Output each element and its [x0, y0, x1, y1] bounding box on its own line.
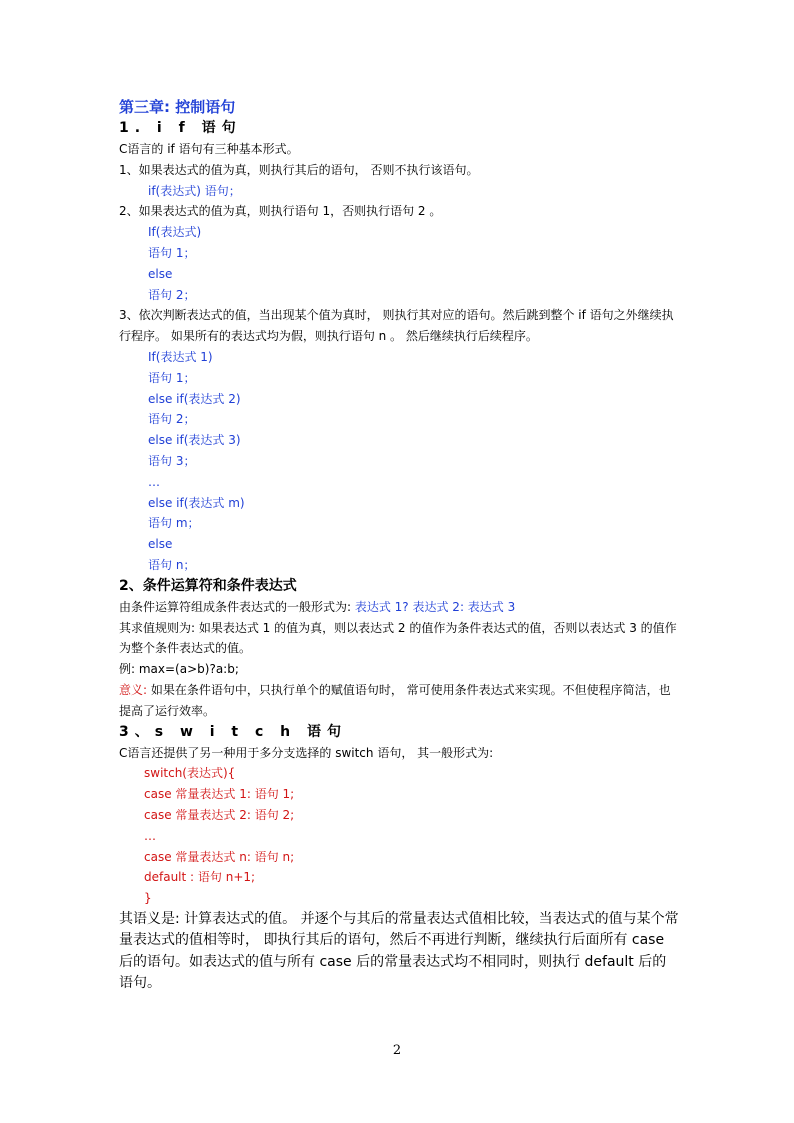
switch-code-line: case 常量表达式 1: 语句 1; [144, 787, 295, 802]
section1-intro: C语言的 if 语句有三种基本形式。 [119, 142, 299, 156]
form2-description: 2、如果表达式的值为真，则执行语句 1，否则执行语句 2 。 [119, 204, 442, 219]
form3-code-line: 语句 1； [148, 370, 196, 385]
evaluation-rule: 其求值规则为: 如果表达式 1 的值为真，则以表达式 2 的值作为条件表达式的值，否则以表达式 3 的值作为整个条件表达式的值。 [119, 620, 677, 656]
form3-code-line: 语句 2； [148, 412, 196, 427]
switch-code-line: switch(表达式){ [144, 766, 236, 781]
section1-title: 1. i f 语句 [119, 120, 242, 136]
form2-code-line: If(表达式) [148, 225, 202, 240]
form3-code-line: 语句 3； [148, 453, 196, 468]
form2-code-line: else [148, 266, 173, 281]
form3-code-line: 语句 n； [148, 557, 196, 572]
chapter-title: 第三章: 控制语句 [119, 98, 236, 116]
form3-code-line: else [148, 537, 173, 552]
switch-code-line: case 常量表达式 n: 语句 n; [144, 849, 295, 864]
switch-code-line: default : 语句 n+1; [144, 870, 256, 885]
conditional-general-form [119, 597, 679, 618]
section3-title: 3、s w i t c h 语句 [119, 723, 348, 740]
switch-code-line: case 常量表达式 2: 语句 2; [144, 807, 295, 822]
meaning-label: 意义: [119, 682, 148, 697]
example-line: 例: max=(a>b)?a:b; [119, 662, 239, 677]
form1-description: 1、如果表达式的值为真，则执行其后的语句， 否则不执行该语句。 [119, 162, 479, 177]
form2-code-line: 语句 1； [148, 245, 196, 260]
section3-intro: C语言还提供了另一种用于多分支选择的 switch 语句， 其一般形式为: [119, 745, 494, 760]
form2-code-line: 语句 2； [148, 287, 196, 302]
page-number: 2 [392, 1043, 402, 1058]
form3-code-line: … [148, 474, 160, 489]
form3-code-line: else if(表达式 m) [148, 495, 245, 510]
form1-code: if(表达式) 语句； [148, 183, 241, 198]
section2-title: 2、条件运算符和条件表达式 [119, 577, 297, 594]
general-form-prefix: 由条件运算符组成条件表达式的一般形式为: [119, 599, 355, 614]
switch-summary: 其语义是: 计算表达式的值。 并逐个与其后的常量表达式值相比较，当表达式的值与某个常量表达式的值相等时， 即执行其后的语句，然后不再进行判断，继续执行后面所有 case 后的语句。如表达式的值与所有 case 后的常量表达式均不相同时，则执行 default 后的语句。 [119, 910, 679, 992]
form3-code-line: If(表达式 1) [148, 349, 213, 364]
form3-code-line: else if(表达式 2) [148, 391, 241, 406]
general-form-expression: 表达式 1? 表达式 2: 表达式 3 [354, 599, 516, 614]
switch-code-line: … [144, 828, 156, 843]
meaning-paragraph [119, 680, 679, 722]
form3-description: 3、依次判断表达式的值，当出现某个值为真时， 则执行其对应的语句。然后跳到整个 if 语句之外继续执行程序。 如果所有的表达式均为假，则执行语句 n 。 然后继续执行后续程序。 [119, 308, 674, 344]
form3-code-line: 语句 m； [148, 516, 200, 531]
switch-code-line: } [144, 891, 152, 906]
form3-code-line: else if(表达式 3) [148, 433, 241, 448]
page-content [119, 96, 679, 995]
meaning-text: 如果在条件语句中，只执行单个的赋值语句时， 常可使用条件表达式来实现。不但使程序简洁，也提高了运行效率。 [119, 682, 671, 718]
